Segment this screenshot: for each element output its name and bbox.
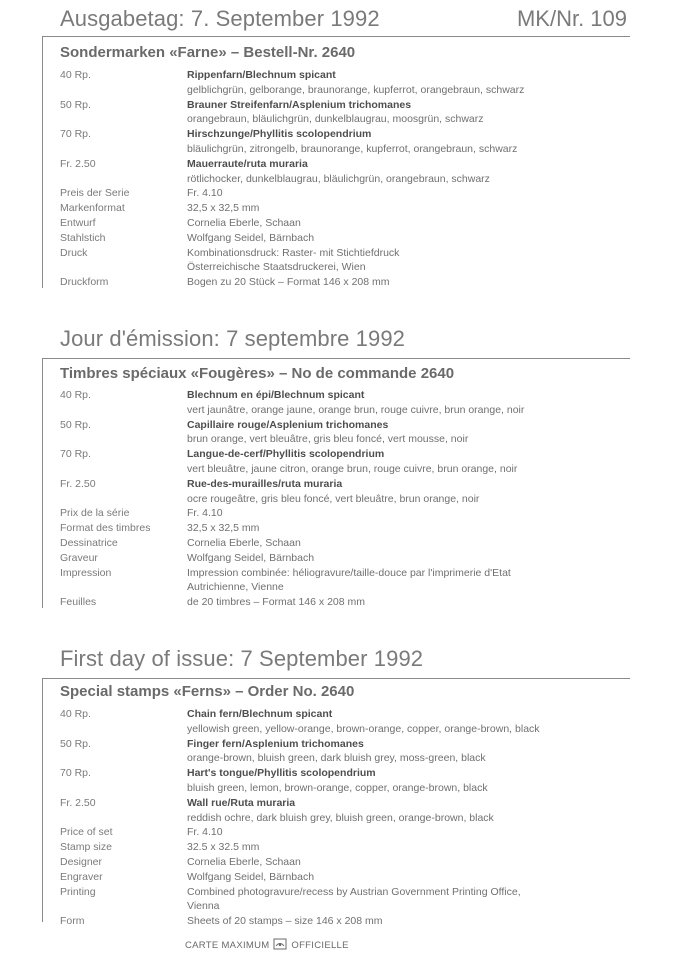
stamp-name	[187, 766, 376, 781]
detail-value: Österreichische Staatsdruckerei, Wien	[187, 261, 366, 274]
detail-value: 32,5 x 32,5 mm	[187, 522, 260, 535]
stamp-name	[187, 98, 411, 113]
detail-value: Fr. 4.10	[187, 826, 223, 839]
detail-label: Markenformat	[60, 202, 125, 215]
stamp-colors: reddish ochre, dark bluish grey, bluish green, orange-brown, black	[187, 811, 494, 824]
detail-value: Cornelia Eberle, Schaan	[187, 856, 301, 868]
stamp-name-text: Mauerraute/ruta muraria	[187, 157, 308, 170]
stamp-row	[60, 477, 660, 507]
detail-label: Feuilles	[60, 596, 97, 609]
catalog-code: MK/Nr. 109	[516, 6, 627, 31]
stamp-value: 40 Rp.	[60, 389, 91, 401]
detail-value: Combined photogravure/recess by Austrian Government Printing Office,	[187, 885, 521, 898]
detail-row	[60, 506, 660, 521]
detail-value: 32.5 x 32.5 mm	[187, 841, 260, 854]
detail-label: Preis der Serie	[60, 187, 130, 200]
detail-row	[60, 186, 660, 201]
detail-value: Fr. 4.10	[187, 187, 223, 200]
detail-label: Format des timbres	[60, 522, 151, 535]
detail-row	[60, 566, 660, 596]
stamp-name-text: Langue-de-cerf/Phyllitis scolopendrium	[187, 448, 385, 461]
detail-label: Druckform	[60, 276, 109, 289]
stamp-name	[187, 68, 336, 83]
stamp-name	[187, 737, 364, 752]
detail-row	[60, 885, 660, 915]
stamp-value: 50 Rp.	[60, 98, 91, 111]
stamp-value: Fr. 2.50	[60, 157, 96, 170]
detail-label: Price of set	[60, 826, 113, 839]
stamp-row	[60, 796, 660, 826]
stamp-value: 40 Rp.	[60, 708, 91, 720]
detail-value: Impression combinée: héliogravure/taille-douce par l'imprimerie d'Etat	[187, 566, 511, 579]
detail-label: Graveur	[60, 551, 98, 564]
stamp-name-text: Rue-des-murailles/ruta muraria	[187, 477, 343, 490]
stamp-name-text: Capillaire rouge/Asplenium trichomanes	[187, 418, 389, 431]
post-horn-logo-icon	[273, 938, 287, 953]
stamp-row	[60, 766, 660, 796]
stamp-name-text: Brauner Streifenfarn/Asplenium trichomanes	[187, 98, 412, 111]
detail-value: Cornelia Eberle, Schaan	[187, 217, 301, 229]
detail-value: Fr. 4.10	[187, 507, 223, 520]
detail-value: Autrichienne, Vienne	[187, 581, 284, 594]
stamp-name-text: Rippenfarn/Blechnum spicant	[187, 69, 336, 81]
detail-label: Stahlstich	[60, 231, 106, 244]
detail-label: Impression	[60, 566, 112, 579]
stamp-row	[60, 68, 660, 98]
section-subtitle: Special stamps «Ferns» – Order No. 2640	[60, 683, 355, 700]
stamp-row	[60, 418, 660, 448]
detail-row	[60, 825, 660, 840]
stamp-name	[187, 447, 384, 462]
section-french	[0, 322, 679, 622]
footer	[185, 938, 349, 953]
detail-row	[60, 536, 660, 551]
stamp-value: 50 Rp.	[60, 418, 91, 431]
stamp-name	[187, 477, 342, 492]
detail-row	[60, 595, 660, 610]
stamp-name	[187, 796, 295, 811]
stamp-colors: bluish green, lemon, brown-orange, copper, orange-brown, black	[187, 781, 488, 794]
section-subtitle: Sondermarken «Farne» – Bestell-Nr. 2640	[60, 44, 356, 61]
stamp-name	[187, 707, 332, 722]
detail-value: Vienna	[187, 900, 220, 913]
title-rule	[42, 358, 630, 359]
stamp-name-text: Finger fern/Asplenium trichomanes	[187, 737, 364, 750]
section-subtitle: Timbres spéciaux «Fougères» – No de commande 2640	[60, 365, 455, 382]
stamp-colors: rötlichocker, dunkelblaugrau, bläulichgrün, orangebraun, schwarz	[187, 172, 490, 185]
detail-row	[60, 246, 660, 276]
title-rule	[42, 678, 630, 679]
stamp-name	[187, 418, 388, 433]
detail-value: de 20 timbres – Format 146 x 208 mm	[187, 596, 365, 609]
detail-label: Designer	[60, 856, 103, 868]
stamp-name	[187, 157, 308, 172]
stamp-value: 70 Rp.	[60, 128, 91, 141]
stamp-colors: vert bleuâtre, jaune citron, orange brun, rouge cuivre, brun orange, noir	[187, 462, 518, 475]
stamp-colors: gelblichgrün, gelborange, braunorange, kupferrot, orangebraun, schwarz	[187, 83, 525, 96]
left-rule	[42, 678, 43, 922]
detail-row	[60, 231, 660, 246]
detail-label: Entwurf	[60, 217, 96, 229]
detail-row	[60, 201, 660, 216]
stamp-row	[60, 737, 660, 767]
stamp-name-text: Hirschzunge/Phyllitis scolopendrium	[187, 128, 372, 141]
detail-value: 32,5 x 32,5 mm	[187, 202, 260, 215]
detail-value: Wolfgang Seidel, Bärnbach	[187, 231, 315, 244]
stamp-colors: vert jaunâtre, orange jaune, orange brun, rouge cuivre, brun orange, noir	[187, 403, 525, 416]
detail-label: Stamp size	[60, 841, 112, 854]
stamp-colors: ocre rougeâtre, gris bleu foncé, vert bleuâtre, brun orange, noir	[187, 492, 480, 505]
stamp-colors: brun orange, vert bleuâtre, gris bleu foncé, vert mousse, noir	[187, 433, 469, 446]
detail-label: Prix de la série	[60, 507, 130, 520]
section-title: First day of issue: 7 September 1992	[60, 646, 424, 671]
stamp-row	[60, 157, 660, 187]
detail-label: Form	[60, 915, 85, 928]
detail-value: Cornelia Eberle, Schaan	[187, 537, 301, 549]
detail-row	[60, 275, 660, 290]
detail-label: Printing	[60, 885, 96, 898]
stamp-colors: orange-brown, bluish green, dark bluish grey, moss-green, black	[187, 752, 486, 765]
footer-left-text: CARTE MAXIMUM	[185, 940, 270, 951]
stamp-value: 40 Rp.	[60, 69, 91, 81]
title-rule	[42, 36, 630, 37]
detail-row	[60, 216, 660, 231]
detail-value: Sheets of 20 stamps – size 146 x 208 mm	[187, 915, 383, 928]
left-rule	[42, 36, 43, 288]
stamp-colors: yellowish green, yellow-orange, brown-orange, copper, orange-brown, black	[187, 722, 540, 735]
left-rule	[42, 358, 43, 608]
detail-row	[60, 521, 660, 536]
detail-label: Dessinatrice	[60, 537, 118, 549]
section-title: Ausgabetag: 7. September 1992	[60, 6, 380, 31]
section-title: Jour d'émission: 7 septembre 1992	[60, 326, 406, 351]
section-english	[0, 642, 679, 942]
stamp-value: 70 Rp.	[60, 767, 91, 780]
detail-value: Bogen zu 20 Stück – Format 146 x 208 mm	[187, 276, 390, 289]
detail-row	[60, 870, 660, 885]
stamp-name-text: Wall rue/Ruta muraria	[187, 796, 296, 809]
section-german	[0, 0, 679, 300]
detail-row	[60, 840, 660, 855]
stamp-value: Fr. 2.50	[60, 796, 96, 809]
stamp-row	[60, 98, 660, 128]
stamp-name-text: Blechnum en épi/Blechnum spicant	[187, 389, 365, 401]
footer-right-text: OFFICIELLE	[291, 940, 349, 951]
detail-row	[60, 914, 660, 929]
detail-value: Kombinationsdruck: Raster- mit Stichtiefdruck	[187, 246, 400, 259]
detail-row	[60, 855, 660, 870]
stamp-colors: bläulichgrün, zitrongelb, braunorange, kupferrot, orangebraun, schwarz	[187, 142, 518, 155]
stamp-name-text: Hart's tongue/Phyllitis scolopendrium	[187, 767, 376, 780]
stamp-name	[187, 127, 371, 142]
stamp-colors: orangebraun, bläulichgrün, dunkelblaugrau, moosgrün, schwarz	[187, 113, 484, 126]
stamp-row	[60, 707, 660, 737]
stamp-row	[60, 447, 660, 477]
detail-row	[60, 551, 660, 566]
stamp-value: 70 Rp.	[60, 448, 91, 461]
detail-label: Engraver	[60, 870, 103, 883]
detail-label: Druck	[60, 246, 88, 259]
stamp-value: Fr. 2.50	[60, 477, 96, 490]
stamp-row	[60, 388, 660, 418]
stamp-row	[60, 127, 660, 157]
stamp-name-text: Chain fern/Blechnum spicant	[187, 708, 333, 720]
detail-value: Wolfgang Seidel, Bärnbach	[187, 551, 315, 564]
stamp-name	[187, 388, 364, 403]
stamp-value: 50 Rp.	[60, 737, 91, 750]
detail-value: Wolfgang Seidel, Bärnbach	[187, 870, 315, 883]
